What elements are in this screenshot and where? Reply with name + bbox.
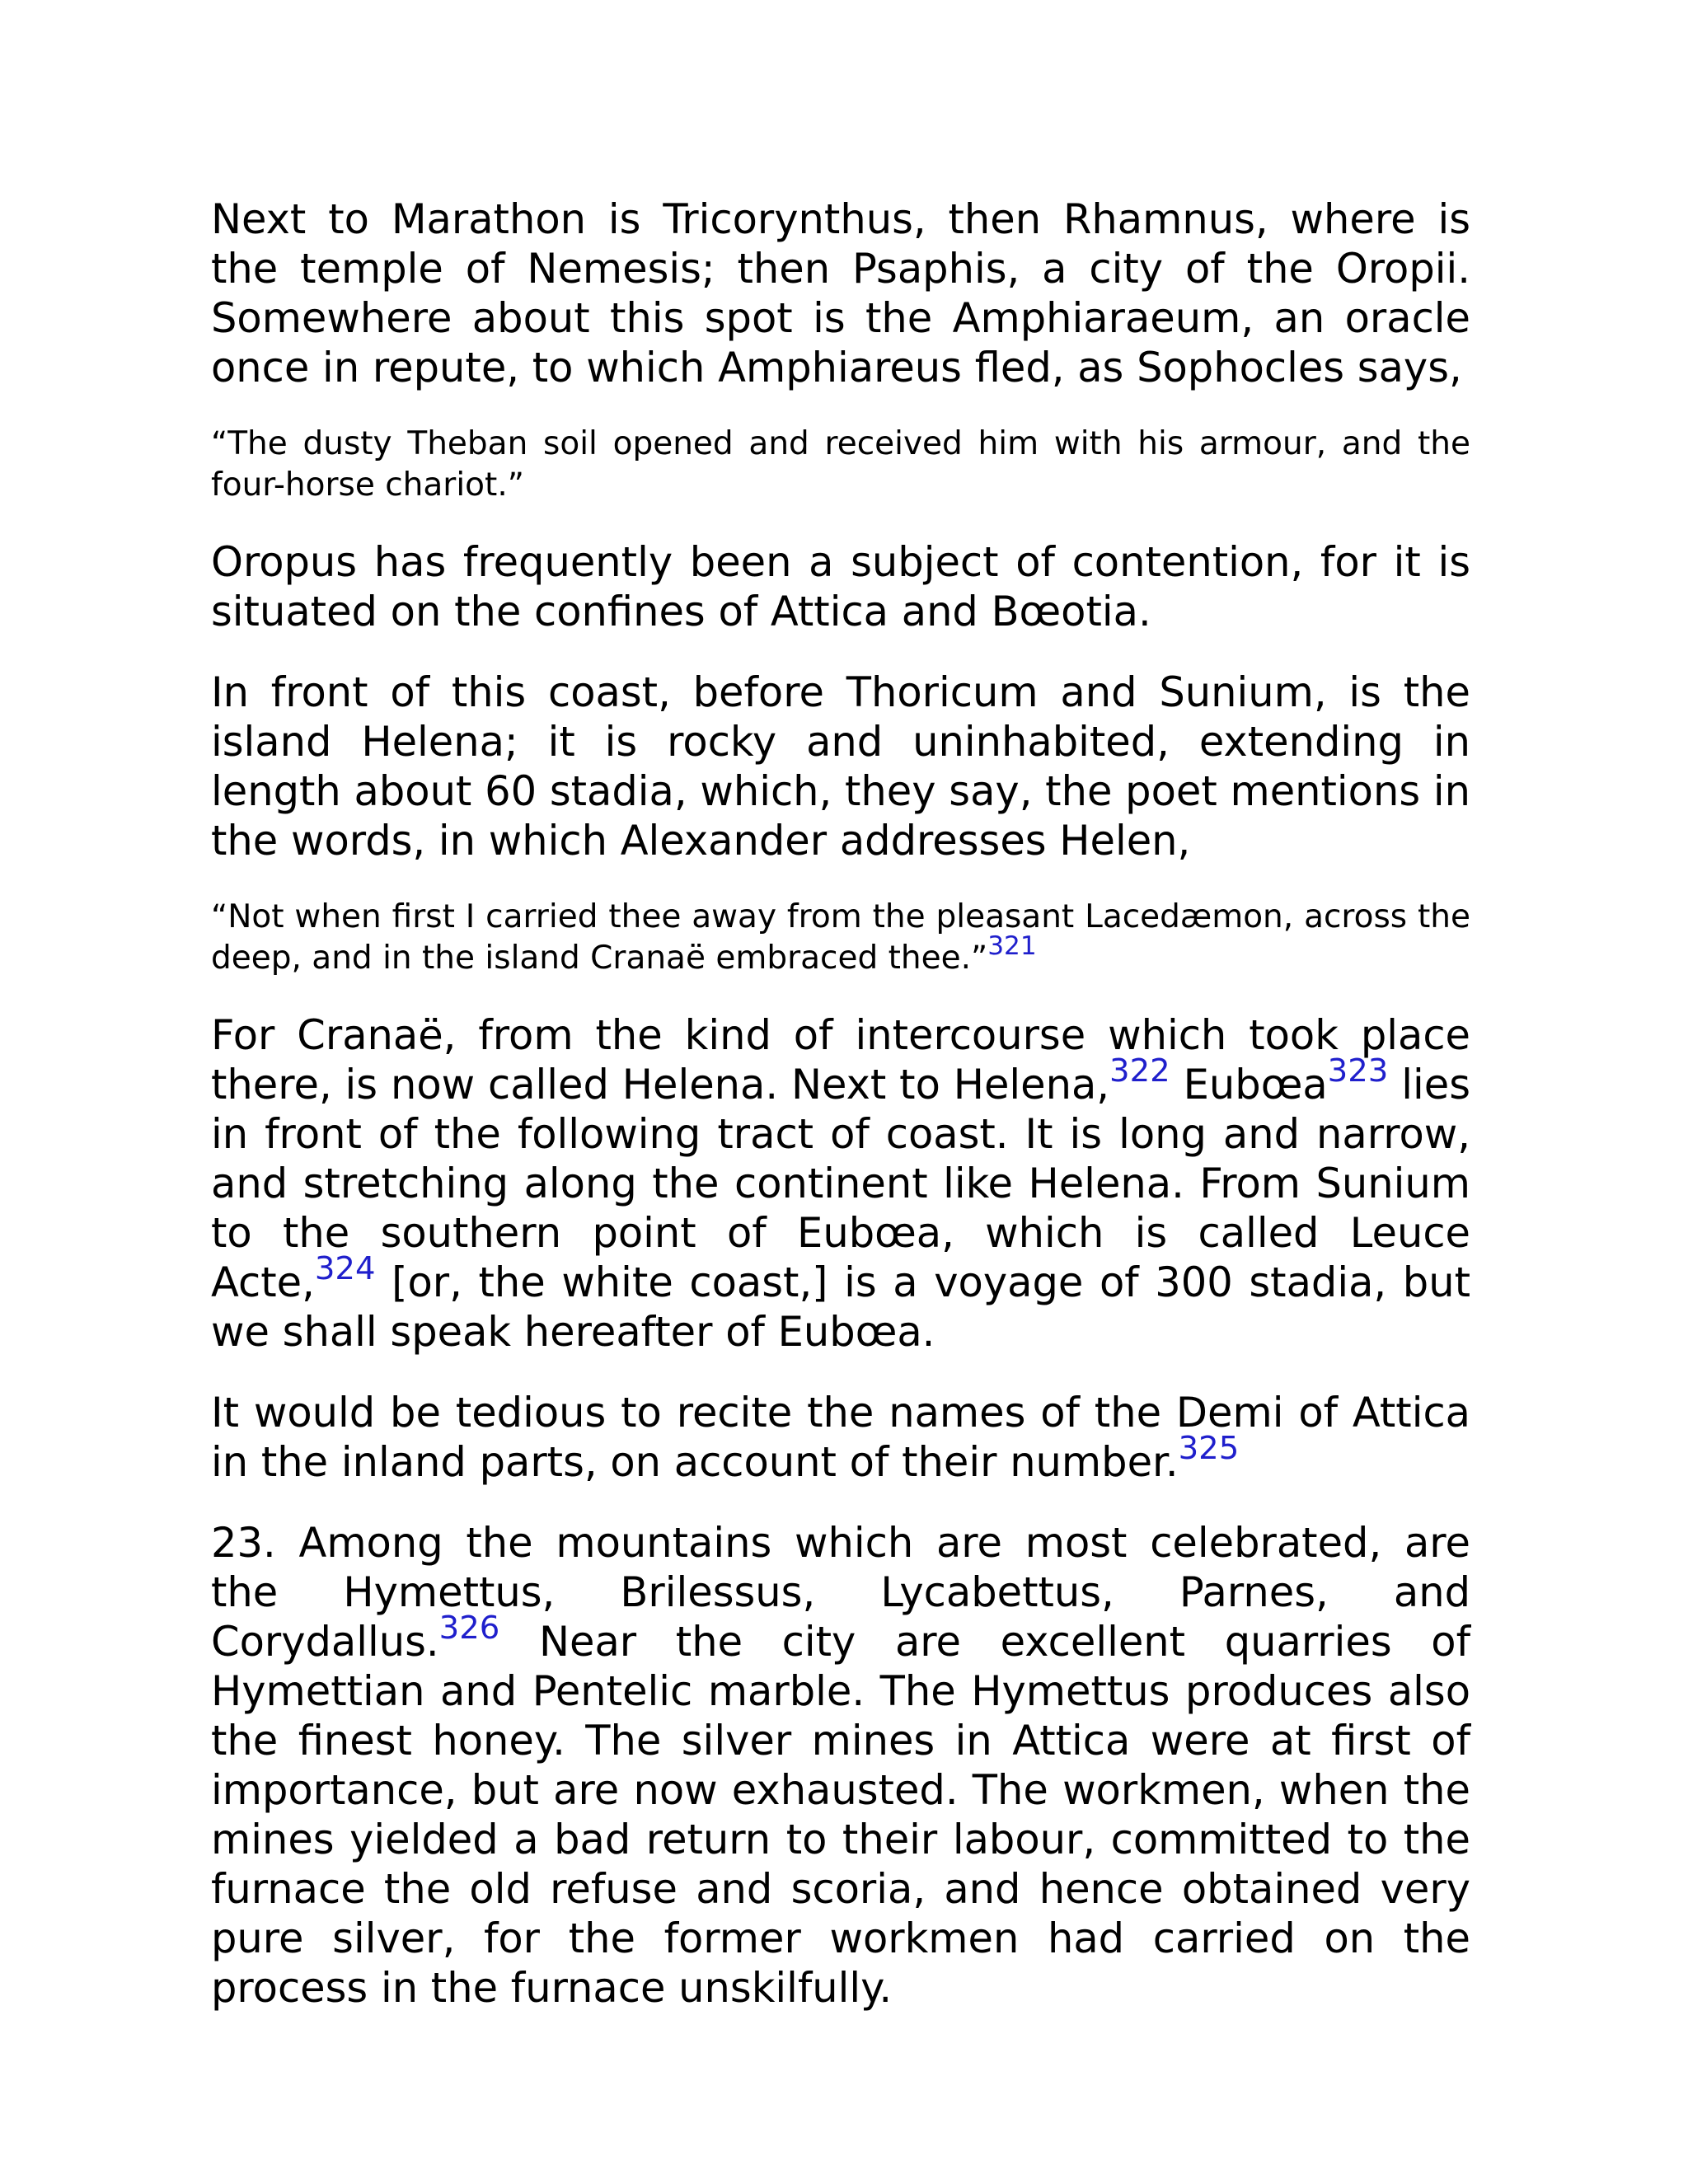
text-run: “The dusty Theban soil opened and received him with his armour, and the four-horse chariot.”: [211, 425, 1470, 504]
paragraph-demi: [211, 1388, 1470, 1487]
paragraph-helena: [211, 668, 1470, 865]
text-run: Near the city are excellent quarries of Hymettian and Pentelic marble. The Hymettus produces also the finest honey. The silver mines in Attica were at first of importance, but are now exhausted. The workmen, when the mines yielded a bad return to their labour, committed to the furnace the old refuse and scoria, and hence obtained very pure silver, for the former workmen had carried on the process in the furnace unskilfully.: [211, 1618, 1470, 2012]
paragraph-cranae: [211, 1010, 1470, 1357]
paragraph-oropus: [211, 537, 1470, 636]
text-run: 23. Among the mountains which are most celebrated, are the Hymettus, Brilessus, Lycabettus, Parnes, and Corydallus.: [211, 1519, 1470, 1666]
text-run: In front of this coast, before Thoricum and Sunium, is the island Helena; it is rocky and uninhabited, extending in length about 60 stadia, which, they say, the poet mentions in the words, in which Alexander addresses Helen,: [211, 668, 1470, 865]
text-run: “Not when first I carried thee away from the pleasant Lacedæmon, across the deep, and in the island Cranaë embraced thee.”: [211, 898, 1470, 977]
quote-alexander: [211, 897, 1470, 979]
text-run: Eubœa: [1170, 1061, 1328, 1108]
paragraph-mountains: [211, 1518, 1470, 2013]
text-run: It would be tedious to recite the names of the Demi of Attica in the inland parts, on account of their number.: [211, 1389, 1470, 1486]
text-run: For Cranaë, from the kind of intercourse which took place there, is now called Helena. Next to Helena,: [211, 1011, 1470, 1108]
footnote-link[interactable]: 323: [1327, 1052, 1389, 1090]
footnote-link[interactable]: 326: [438, 1609, 500, 1647]
text-run: [or, the white coast,] is a voyage of 300 stadia, but we shall speak hereafter of Eubœa.: [211, 1258, 1470, 1356]
paragraph-marathon: [211, 194, 1470, 392]
footnote-link[interactable]: 325: [1178, 1429, 1240, 1467]
text-run: Oropus has frequently been a subject of contention, for it is situated on the confines of Attica and Bœotia.: [211, 538, 1470, 635]
quote-sophocles: [211, 424, 1470, 506]
footnote-link[interactable]: 321: [987, 930, 1037, 961]
text-run: Next to Marathon is Tricorynthus, then Rhamnus, where is the temple of Nemesis; then Psaphis, a city of the Oropii. Somewhere about this spot is the Amphiaraeum, an oracle once in repute, to which Amphiareus fled, as Sophocles says,: [211, 195, 1470, 391]
text-run: lies in front of the following tract of coast. It is long and narrow, and stretching along the continent like Helena. From Sunium to the southern point of Eubœa, which is called Leuce Acte,: [211, 1061, 1470, 1306]
page-body: [211, 194, 1470, 2044]
footnote-link[interactable]: 324: [314, 1249, 376, 1287]
footnote-link[interactable]: 322: [1109, 1052, 1170, 1090]
